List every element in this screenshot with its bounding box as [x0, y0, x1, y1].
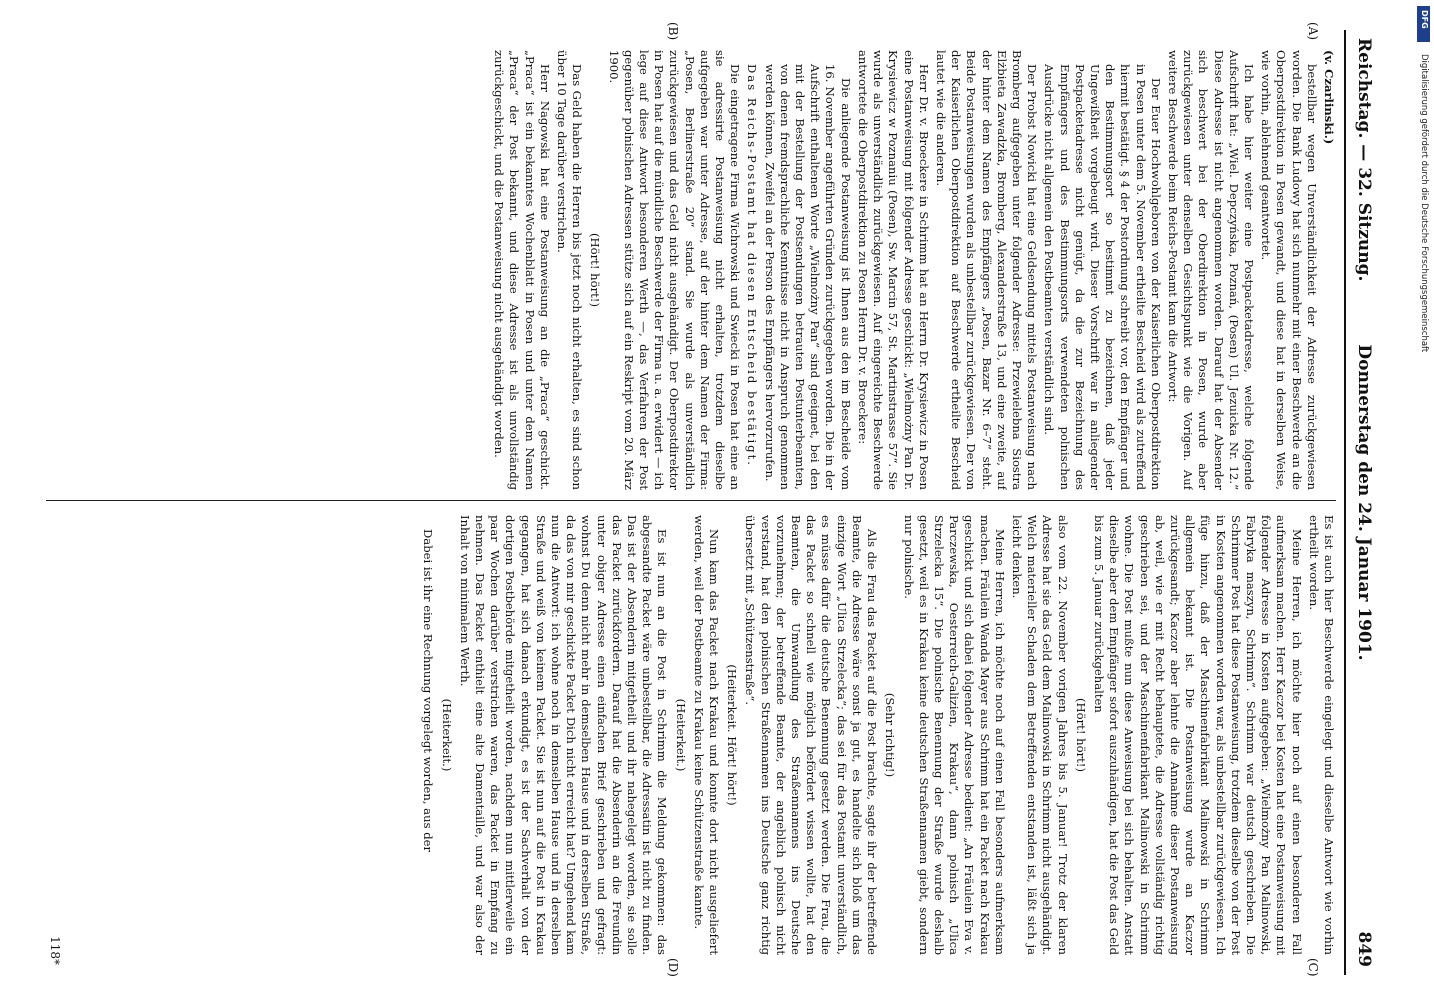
interjection: (Hört! hört!): [588, 233, 603, 307]
paragraph: Meine Herren, ich möchte hier noch auf einen besonderen Fall aufmerksam machen. Herr Kaczor bei Kosten hat eine Postanweisung mit folgender Adresse in Kosten aufgegeben: „Wielmożny Pan Malinowski, Fabryka maszyn, Schrimm“. Schrimm war deutsch geschrieben. Die Schrimmer Post hat diese Postanweisung, trotzdem dieselbe von der Post in Kosten angenommen worden war, als unbestellbar zurückgewiesen. Ich füge hinzu, daß der Maschinenfabrikant Malinowski in Schrimm allgemein bekannt ist. Die Postanweisung wurde an Kaczor zurückgesandt; Kaczor aber lehnte die Annahme dieser Postanweisung ab, weil, wie er mit Recht behauptete, die Adresse vollständig richtig geschrieben sei, und der Maschinenfabrikant Malinowski in Schrimm wohne. Die Post mußte nun diese Anweisung bei sich behalten. Anstatt dieselbe aber dem Empfänger sofort auszuhändigen, hat die Post das Geld bis zum 5. Januar zurückgehalten: [1091, 515, 1304, 955]
paragraph: Das Geld haben die Herren bis jetzt noch nicht erhalten, es sind schon über 10 Tage darüber verstrichen.: [555, 50, 585, 490]
dfg-logo-text: DFG: [1420, 10, 1429, 29]
paragraph: Als die Frau das Packet auf die Post brachte, sagte ihr der betreffende Beamte, die Adresse wäre sonst ja gut, es handelte sich bloß um das einzige Wort „Ulica Strzelecka“; das sei für das Postamt unverständlich, es müsse dafür die deutsche Benennung gesetzt werden. Die Frau, die das Packet so schnell wie möglich befördert wissen wollte, hat den Beamten, die Umwandlung des Straßennamens ins Deutsche vorzunehmen; der betreffende Beamte, der angeblich polnisch nicht verstand, hat den polnischen Straßennamen ins Deutsche ganz richtig übersetzt mit „Schützenstraße“.: [743, 515, 880, 955]
paragraph: Das Reichs-Postamt hat diesen Entscheid bestätigt.: [745, 64, 760, 467]
dfg-logo: [1417, 6, 1430, 42]
margin-marker-c: (C): [1306, 958, 1320, 977]
paragraph: Meine Herren, ich möchte noch auf einen Fall besonders aufmerksam machen. Fräulein Wanda Mayer aus Schrimm hat ein Packet nach Krakau geschickt und sich dabei folgender Adresse bedient: „An Fräulein Eva v. Parczewska, Oesterreich-Galizien, Krakau“, dann polnisch „Ulica Strzelecka 15“. Die polnische Benennung der Straße wurde deshalb gesetzt, weil es in Krakau keine deutschen Straßennamen giebt, sondern nur polnische.: [901, 515, 1007, 955]
margin-marker-b: (B): [666, 22, 680, 41]
page-number: 849: [1354, 931, 1374, 967]
left-column: [56, 50, 1336, 490]
digitization-credit: [1415, 6, 1429, 996]
signature-mark: 118*: [48, 936, 62, 965]
margin-marker-d: (D): [666, 958, 680, 977]
paragraph: Nun kam das Packet nach Krakau und konnte dort nicht ausgeliefert werden, weil der Postbeamte zu Krakau keine Schützenstraße kannte.: [691, 515, 722, 955]
paragraph: Die eingetragene Firma Wichrowski und Swiecki in Posen hat eine an sie adressirte Postanweisung nicht erhalten, trotzdem dieselbe aufgegeben war unter Adresse, auf der hinter dem Namen der Firma: „Posen, Berlinerstraße 20“ stand. Sie wurde als unverständlich zurückgewiesen und das Geld nicht ausgehändigt. Der Oberpostdirektor in Posen hat auf die mündliche Beschwerde der Firma u. a. erwidert — ich lege auf diese Antwort besonderen Werth —, das Verfahren der Post gegenüber polnischen Adressen stütze sich auf ein Reskript vom 20. März 1900.: [606, 50, 743, 490]
speaker-name: (v. Czarlinski.): [1322, 50, 1336, 145]
paragraph: Es ist nun an die Post in Schrimm die Meldung gekommen: das abgesandte Packet wäre unbestellbar, die Adressatin ist nicht zu finden. Das ist der Absenderin mitgetheilt und ihr nahegelegt worden, sie solle das Packet zurückfordern. Darauf hat die Absenderin an die Freundin unter obiger Adresse einen einfachen Brief geschrieben und gefragt: wohnst Du denn nicht mehr in demselben Hause und in derselben Straße, da das von mir geschickte Packet Dich nicht erreicht hat? Umgehend kam nun die Antwort: ich wohne noch in demselben Hause und in derselben Straße und weiß von keinem Packet. Sie ist nun auf die Post in Krakau gegangen, hat sich danach erkundigt, es ist der Sachverhalt von der dortigen Postbehörde mitgetheilt worden, nachdem nun mittlerweile ein paar Wochen darüber verstrichen waren, das Packet in Empfang zu nehmen. Das Packet enthielt eine alte Damentaille, und war also der Inhalt von minimalem Werth.: [457, 515, 670, 955]
right-column: [56, 515, 1336, 955]
quoted-paragraph: Der Euer Hochwohlgeboren von der Kaiserlichen Oberpostdirektion in Posen unter dem 5. November ertheilte Bescheid wird als zutreffend hiermit bestätigt. § 4 der Postordnung schreibt vor, den Empfänger und den Bestimmungsort so bestimmt zu bezeichnen, daß jeder Ungewißheit vorgebeugt wird. Dieser Vorschrift war in anliegender Postpacketadresse nicht genügt, da die zur Bezeichnung des Empfängers und des Bestimmungsorts verwendeten polnischen Ausdrücke nicht allgemein den Postbeamten verständlich sind.: [1042, 64, 1163, 490]
paragraph: also vom 22. November vorigen Jahres bis 5. Januar! Trotz der klaren Adresse hat sie das Geld dem Malinowski in Schrimm nicht ausgehändigt. Welch materieller Schaden dem Betreffenden entstanden ist, läßt sich ja leicht denken.: [1009, 515, 1070, 955]
interjection: (Heiterkeit.): [673, 698, 688, 772]
header-left: Reichstag. — 32. Sitzung.: [1354, 38, 1374, 282]
page-header: [1344, 30, 1380, 975]
header-center: Donnerstag den 24. Januar 1901.: [1354, 344, 1374, 661]
column-divider: [46, 500, 1336, 501]
paragraph: Herr Nagowski hat eine Postanweisung an die „Praca“ geschickt. „Praca“ ist ein bekanntes Wochenblatt in Posen und unter dem Namen „Praca“ der Post bekannt, und diese Adresse ist als unvollständig zurückgeschickt, und die Postanweisung nicht ausgehändigt worden.: [492, 50, 552, 490]
rotated-page: [30, 22, 1380, 977]
interjection: (Sehr richtig!): [883, 692, 898, 778]
paragraph: Dabei ist ihr eine Rechnung vorgelegt worden, aus der: [421, 529, 436, 853]
margin-marker-a: (A): [1306, 22, 1320, 41]
interjection: (Heiterkeit.): [439, 698, 454, 772]
interjection: (Heiterkeit. Hört! hört!): [725, 664, 740, 806]
paragraph: Es ist auch hier Beschwerde eingelegt und dieselbe Antwort wie vorhin ertheilt worden.: [1306, 515, 1336, 955]
paragraph: Der Probst Nowicki hat eine Geldsendung mittels Postanweisung nach Bromberg aufgegeben unter folgender Adresse: Przewielebna Siostra Elżbieta Zawadzka, Bromberg, Alexanderstraße 13, und eine zweite, auf der hinter dem Namen des Empfängers „Posen, Bazar Nr. 6–7“ steht. Beide Postanweisungen wurden als unbestellbar zurückgewiesen. Der von der Kaiserlichen Oberpostdirektion auf Beschwerde ertheilte Bescheid lautet wie die anderen.: [933, 50, 1040, 490]
credit-text: Digitalisierung gefördert durch die Deutsche Forschungsgemeinschaft: [1419, 54, 1429, 353]
paragraph: Ich habe hier weiter eine Postpacketadresse, welche folgende Aufschrift hat: „Wiel. Depczyńska, Poznań, (Posen) Ul. Jezuicka Nr. 12.“ Diese Adresse ist nicht angenommen worden. Darauf hat der Absender sich beschwert bei der Oberdirektion in Posen, wurde aber zurückgewiesen unter denselben Gesichtspunkt wie die Vorigen. Auf weitere Beschwerde beim Reichs-Postamt kam die Antwort:: [1165, 50, 1256, 490]
interjection: (Hört! hört!): [1073, 698, 1088, 772]
quoted-paragraph: Die anliegende Postanweisung ist Ihnen aus den im Bescheide vom 16. November angeführten Gründen zurückgegeben worden. Die in der Aufschrift enthaltenen Worte „Wielmożny Pan“ sind geeignet, bei den mit der Bestellung der Postsendungen betrauten Postunterbeamten, von denen fremdsprachliche Kenntnisse nicht in Anspruch genommen werden können, Zweifel an der Person des Empfängers hervorzurufen.: [762, 64, 853, 490]
paragraph: Herr Dr. v. Broeckere in Schrimm hat an Herrn Dr. Krysiewicz in Posen eine Postanweisung mit folgender Adresse geschickt: „Wielmożny Pan Dr. Krysiewicz w Poznaniu (Posen), Sw. Marcin 57, St. Martinstrasse 57“. Sie wurde als unverständlich zurückgewiesen. Auf eingereichte Beschwerde antwortete die Oberpostdirektion zu Posen Herrn Dr. v. Broeckere:: [855, 50, 931, 490]
paragraph: bestellbar wegen Unverständlichkeit der Adresse zurückgewiesen worden. Die Bank Ludowy hat sich nunmehr mit einer Beschwerde an die Oberpostdirektion in Posen gewandt, und diese hat in derselben Weise, wie vorhin, ablehnend geantwortet.: [1259, 50, 1319, 490]
